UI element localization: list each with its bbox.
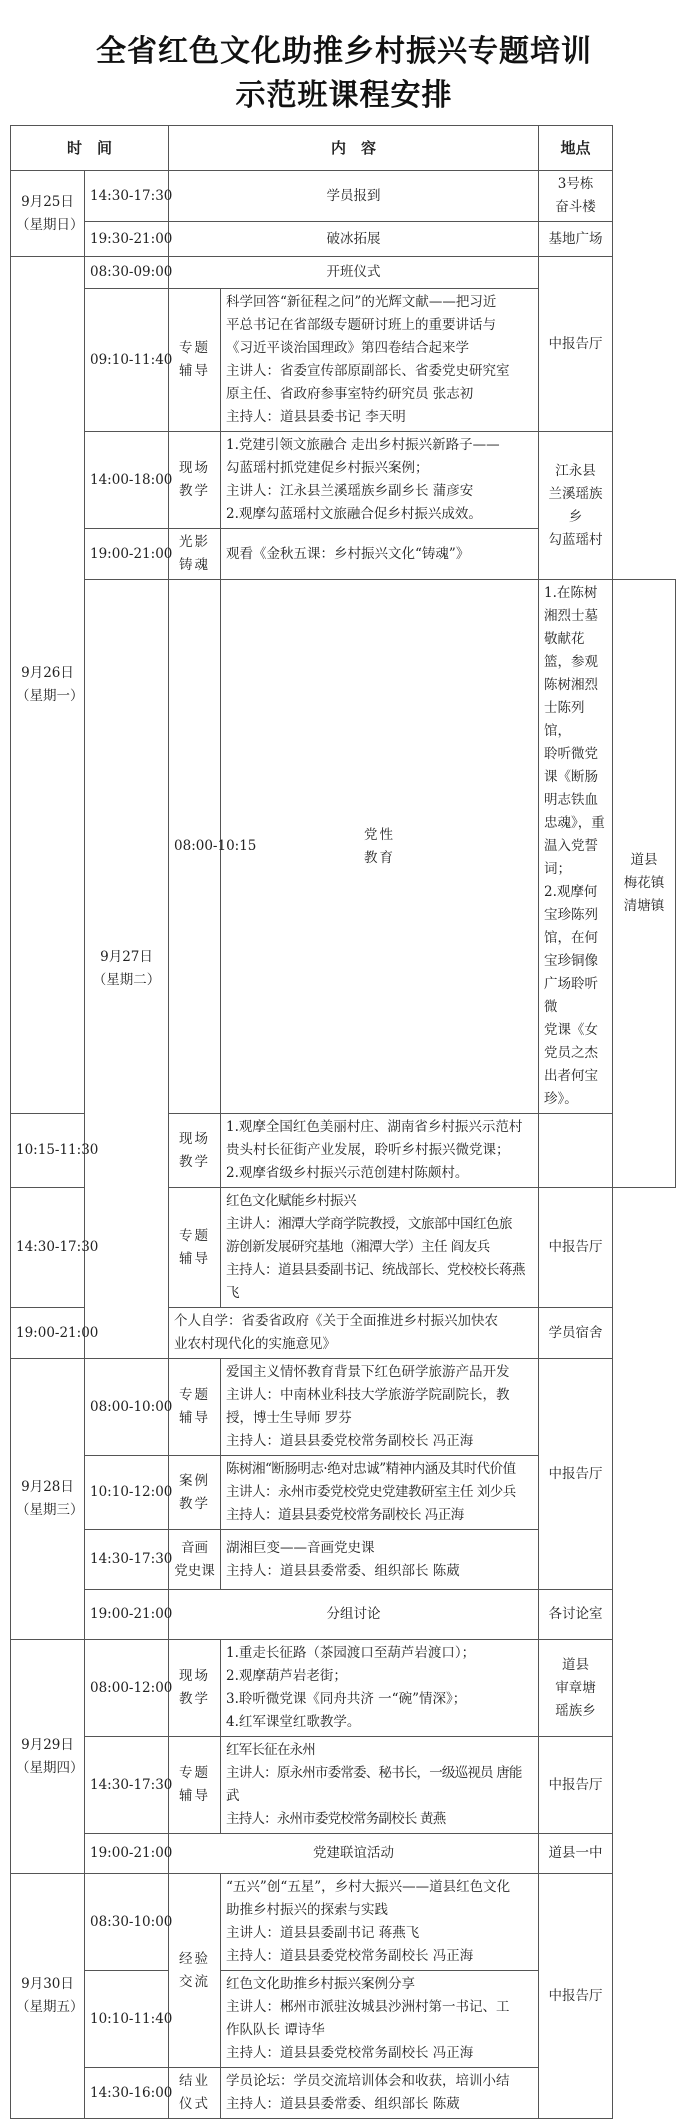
- content-cell: [221, 289, 539, 432]
- location-cell: 各讨论室: [539, 1590, 613, 1640]
- category-line: 辅导: [179, 1250, 211, 1267]
- content-line: 主讲人：郴州市派驻汝城县沙洲村第一书记、工: [226, 1999, 510, 2015]
- table-row: [11, 432, 676, 529]
- table-row: [11, 1737, 676, 1834]
- content-cell: 破冰拓展: [169, 222, 539, 257]
- category-cell: [169, 1737, 221, 1834]
- content-line: 贵头村长征街产业发展，聆听乡村振兴微党课；: [226, 1142, 510, 1158]
- content-line: 主讲人：中南林业科技大学旅游学院副院长，教: [226, 1387, 510, 1403]
- date-cell: [11, 171, 85, 257]
- content-cell: 学员报到: [169, 171, 539, 222]
- location-line: 勾蓝瑶村: [548, 531, 603, 548]
- weekday-label: （星期日）: [16, 216, 84, 233]
- table-row: [11, 1590, 676, 1640]
- location-cell: 道县一中: [539, 1834, 613, 1874]
- table-row: [11, 1640, 676, 1737]
- date-cell: [11, 1359, 85, 1640]
- category-line: 专题: [179, 1387, 211, 1403]
- date-cell: [11, 1640, 85, 1874]
- category-line: 交流: [179, 1973, 211, 1990]
- content-line: “五兴”创“五星”，乡村大振兴——道县红色文化: [226, 1879, 511, 1895]
- date-label: 9月30日: [21, 1976, 74, 1992]
- category-line: 专题: [179, 1227, 211, 1244]
- date-label: 9月25日: [21, 193, 74, 210]
- content-line: 授，博士生导师 罗芬: [226, 1410, 352, 1426]
- content-line: 游创新发展研究基地（湘潭大学）主任 阎友兵: [226, 1239, 490, 1255]
- location-cell: [539, 432, 613, 580]
- content-line: 主讲人：道县县委副书记 蒋燕飞: [226, 1925, 420, 1941]
- weekday-label: （星期四）: [16, 1759, 84, 1776]
- content-line: 2.观摩勾蓝瑶村文旅融合促乡村振兴成效。: [226, 506, 482, 522]
- time-cell: 08:00-10:15: [169, 580, 221, 1114]
- time-cell: 14:00-18:00: [85, 432, 169, 529]
- content-line: 平总书记在省部级专题研讨班上的重要讲话与: [226, 317, 497, 333]
- content-cell: [539, 580, 613, 1114]
- content-line: 主持人：道县县委常委、组织部长 陈葳: [226, 1562, 460, 1579]
- content-line: 勾蓝瑶村抓党建促乡村振兴案例；: [226, 460, 429, 476]
- content-line: 4.红军课堂红歌教学。: [226, 1714, 361, 1730]
- category-cell: [169, 1456, 221, 1530]
- time-cell: 08:00-10:00: [85, 1359, 169, 1456]
- category-line: 党史课: [174, 1562, 215, 1579]
- content-cell: [221, 1114, 539, 1188]
- content-line: 聆听微党课《断肠明志铁血忠魂》，重温入党誓词；: [544, 746, 605, 877]
- content-cell: [169, 1308, 539, 1359]
- content-line: 1.在陈树湘烈士墓敬献花篮，参观陈树湘烈士陈列馆，: [544, 585, 599, 739]
- location-line: 清塘镇: [623, 898, 665, 914]
- content-cell: 分组讨论: [169, 1590, 539, 1640]
- table-row: [11, 171, 676, 222]
- time-cell: 19:00-21:00: [85, 529, 169, 580]
- location-cell: 学员宿舍: [539, 1308, 613, 1359]
- content-line: 助推乡村振兴的探索与实践: [226, 1902, 389, 1918]
- content-line: 主讲人：省委宣传部原副部长、省委党史研究室: [226, 363, 510, 379]
- content-cell: [221, 1456, 539, 1530]
- content-cell: [221, 2068, 539, 2119]
- content-line: 爱国主义情怀教育背景下红色研学旅游产品开发: [226, 1364, 510, 1380]
- time-cell: 19:00-21:00: [85, 1590, 169, 1640]
- content-line: 《习近平谈治国理政》第四卷结合起来学: [226, 340, 470, 356]
- time-cell: 19:00-21:00: [11, 1308, 85, 1359]
- location-line: 道县: [562, 1656, 590, 1673]
- time-cell: 14:30-17:30: [85, 171, 169, 222]
- content-line: 2.观摩何宝珍陈列馆，在何宝珍铜像广场聆听微: [544, 884, 599, 1015]
- content-cell: [221, 529, 539, 580]
- content-line: 主持人：道县县委党校常务副校长 冯正海: [226, 2045, 474, 2061]
- category-line: 辅导: [179, 1410, 211, 1426]
- content-line: 红军长征在永州: [226, 1742, 315, 1758]
- location-cell: 中报告厅: [539, 1359, 613, 1590]
- content-line: 观看《金秋五课：乡村振兴文化“铸魂”》: [226, 545, 470, 562]
- weekday-label: （星期一）: [16, 688, 84, 704]
- category-cell: [169, 529, 221, 580]
- table-row: [11, 222, 676, 257]
- category-line: 党性: [364, 826, 396, 843]
- content-line: 湖湘巨变——音画党史课: [226, 1539, 375, 1556]
- time-cell: 14:30-17:30: [85, 1530, 169, 1590]
- table-row: [11, 1834, 676, 1874]
- content-line: 主持人：道县县委书记 李天明: [226, 409, 406, 425]
- category-line: 教学: [179, 1495, 211, 1512]
- weekday-label: （星期三）: [16, 1502, 84, 1518]
- weekday-label: （星期二）: [92, 972, 161, 988]
- date-cell: [11, 1874, 85, 2119]
- content-line: 科学回答“新征程之问”的光辉文献——把习近: [226, 294, 497, 310]
- content-line: 个人自学：省委省政府《关于全面推进乡村振兴加快农: [174, 1313, 499, 1329]
- date-label: 9月26日: [21, 665, 74, 681]
- category-line: 现场: [179, 1130, 211, 1147]
- content-cell: [221, 1188, 539, 1308]
- content-line: 主持人：道县县委常委、组织部长 陈葳: [226, 2096, 460, 2112]
- content-line: 1.党建引领文旅融合 走出乡村振兴新路子——: [226, 437, 500, 453]
- time-cell: 10:10-11:40: [85, 1971, 169, 2068]
- content-line: 3.聆听微党课《同舟共济 一“碗”情深》；: [226, 1691, 467, 1707]
- content-line: 红色文化赋能乡村振兴: [226, 1193, 357, 1209]
- time-cell: 09:10-11:40: [85, 289, 169, 432]
- category-line: 铸魂: [179, 557, 211, 573]
- content-cell: [221, 1737, 539, 1834]
- category-line: 专题: [179, 1765, 211, 1781]
- content-line: 2.观摩葫芦岩老街；: [226, 1668, 347, 1684]
- content-line: 红色文化助推乡村振兴案例分享: [226, 1976, 416, 1992]
- time-cell: 10:10-12:00: [85, 1456, 169, 1530]
- category-line: 现场: [179, 1668, 211, 1684]
- time-cell: 08:30-09:00: [85, 257, 169, 289]
- content-cell: 开班仪式: [169, 257, 539, 289]
- location-cell: [539, 171, 613, 222]
- date-cell: [11, 257, 85, 1114]
- page-title-line-1: 全省红色文化助推乡村振兴专题培训: [96, 34, 592, 69]
- content-line: 主讲人：湘潭大学商学院教授，文旅部中国红色旅: [226, 1216, 513, 1232]
- category-line: 音画: [181, 1539, 209, 1556]
- header-location: 地点: [539, 126, 613, 171]
- category-line: 教学: [179, 1153, 211, 1170]
- location-line: 梅花镇: [623, 875, 665, 891]
- category-line: 教育: [364, 849, 396, 866]
- date-label: 9月27日: [100, 949, 153, 965]
- location-line: 道县: [630, 852, 658, 868]
- date-label: 9月28日: [21, 1479, 74, 1495]
- category-cell: [169, 1359, 221, 1456]
- content-cell: [221, 432, 539, 529]
- location-line: 江永县: [555, 462, 596, 479]
- content-cell: [221, 1640, 539, 1737]
- content-line: 陈树湘“断肠明志·绝对忠诚”精神内涵及其时代价值: [226, 1461, 516, 1477]
- category-cell: [169, 1114, 221, 1188]
- content-cell: [221, 1874, 539, 1971]
- table-row: [11, 257, 676, 289]
- time-cell: 19:00-21:00: [85, 1834, 169, 1874]
- content-line: 1.重走长征路（茶园渡口至葫芦岩渡口）；: [226, 1645, 476, 1661]
- content-line: 主讲人：永州市委党校党史党建教研室主任 刘少兵: [226, 1484, 516, 1500]
- location-cell: [613, 580, 676, 1188]
- date-label: 9月29日: [21, 1736, 74, 1753]
- content-line: 2.观摩省级乡村振兴示范创建村陈颇村。: [226, 1165, 469, 1181]
- location-cell: 中报告厅: [539, 1188, 613, 1308]
- content-line: 主持人：道县县委副书记、统战部长、党校校长蒋燕飞: [226, 1262, 526, 1301]
- content-line: 作队队长 谭诗华: [226, 2022, 325, 2038]
- content-line: 1.观摩全国红色美丽村庄、湖南省乡村振兴示范村: [226, 1119, 523, 1135]
- table-row: [11, 1359, 676, 1456]
- content-cell: [221, 1359, 539, 1456]
- category-cell: [169, 1188, 221, 1308]
- category-line: 光影: [179, 534, 211, 550]
- category-cell: [169, 432, 221, 529]
- category-line: 教学: [179, 483, 211, 499]
- time-cell: 14:30-17:30: [11, 1188, 85, 1308]
- category-cell: [169, 1640, 221, 1737]
- time-cell: 10:15-11:30: [11, 1114, 85, 1188]
- category-cell: [169, 1530, 221, 1590]
- content-cell: [221, 1530, 539, 1590]
- content-line: 主持人：道县县委党校常务副校长 冯正海: [226, 1948, 474, 1964]
- location-line: 3号栋: [557, 176, 594, 192]
- category-cell: [169, 1874, 221, 2068]
- location-cell: 基地广场: [539, 222, 613, 257]
- category-line: 仪式: [179, 2096, 211, 2112]
- content-cell: [221, 1971, 539, 2068]
- content-line: 主讲人：江永县兰溪瑶族乡副乡长 蒲彦安: [226, 483, 474, 499]
- category-line: 经验: [179, 1950, 211, 1967]
- header-time: 时 间: [11, 126, 169, 171]
- category-line: 专题: [179, 340, 211, 356]
- location-line: 审章塘: [555, 1679, 596, 1696]
- content-line: 原主任、省政府参事室特约研究员 张志初: [226, 386, 474, 402]
- location-cell: 中报告厅: [539, 257, 613, 432]
- category-cell: [169, 2068, 221, 2119]
- time-cell: 14:30-17:30: [85, 1737, 169, 1834]
- category-cell: [169, 289, 221, 432]
- time-cell: 14:30-16:00: [85, 2068, 169, 2119]
- content-cell: 党建联谊活动: [169, 1834, 539, 1874]
- time-cell: 19:30-21:00: [85, 222, 169, 257]
- table-row: [11, 1874, 676, 1971]
- content-line: 党课《女党员之杰出者何宝珍》。: [544, 1022, 599, 1107]
- schedule-table: [10, 125, 676, 2119]
- header-content: 内 容: [169, 126, 539, 171]
- category-cell: [221, 580, 539, 1114]
- header-row: [11, 126, 676, 171]
- category-line: 现场: [179, 460, 211, 476]
- content-line: 主讲人：原永州市委常委、秘书长，一级巡视员 唐能武: [226, 1765, 522, 1804]
- content-line: 业农村现代化的实施意见》: [174, 1336, 337, 1352]
- page-title-line-2: 示范班课程安排: [235, 78, 453, 113]
- category-line: 辅导: [179, 1788, 211, 1804]
- table-row: [11, 580, 676, 1114]
- location-cell: 中报告厅: [539, 1737, 613, 1834]
- location-cell: [539, 1640, 613, 1737]
- content-line: 主持人：永州市委党校常务副校长 黄燕: [226, 1811, 446, 1827]
- category-line: 辅导: [179, 363, 211, 379]
- category-line: 案例: [179, 1472, 211, 1489]
- location-line: 兰溪瑶族乡: [548, 485, 603, 525]
- time-cell: 08:30-10:00: [85, 1874, 169, 1971]
- content-line: 主持人：道县县委党校常务副校长 冯正海: [226, 1507, 464, 1523]
- category-line: 教学: [179, 1691, 211, 1707]
- category-line: 结业: [179, 2073, 211, 2089]
- location-line: 奋斗楼: [555, 199, 596, 215]
- time-cell: 08:00-12:00: [85, 1640, 169, 1737]
- content-line: 主持人：道县县委党校常务副校长 冯正海: [226, 1433, 474, 1449]
- location-line: 瑶族乡: [555, 1702, 596, 1719]
- location-cell: 中报告厅: [539, 1874, 613, 2119]
- weekday-label: （星期五）: [16, 1999, 84, 2015]
- content-line: 学员论坛：学员交流培训体会和收获，培训小结: [226, 2073, 510, 2089]
